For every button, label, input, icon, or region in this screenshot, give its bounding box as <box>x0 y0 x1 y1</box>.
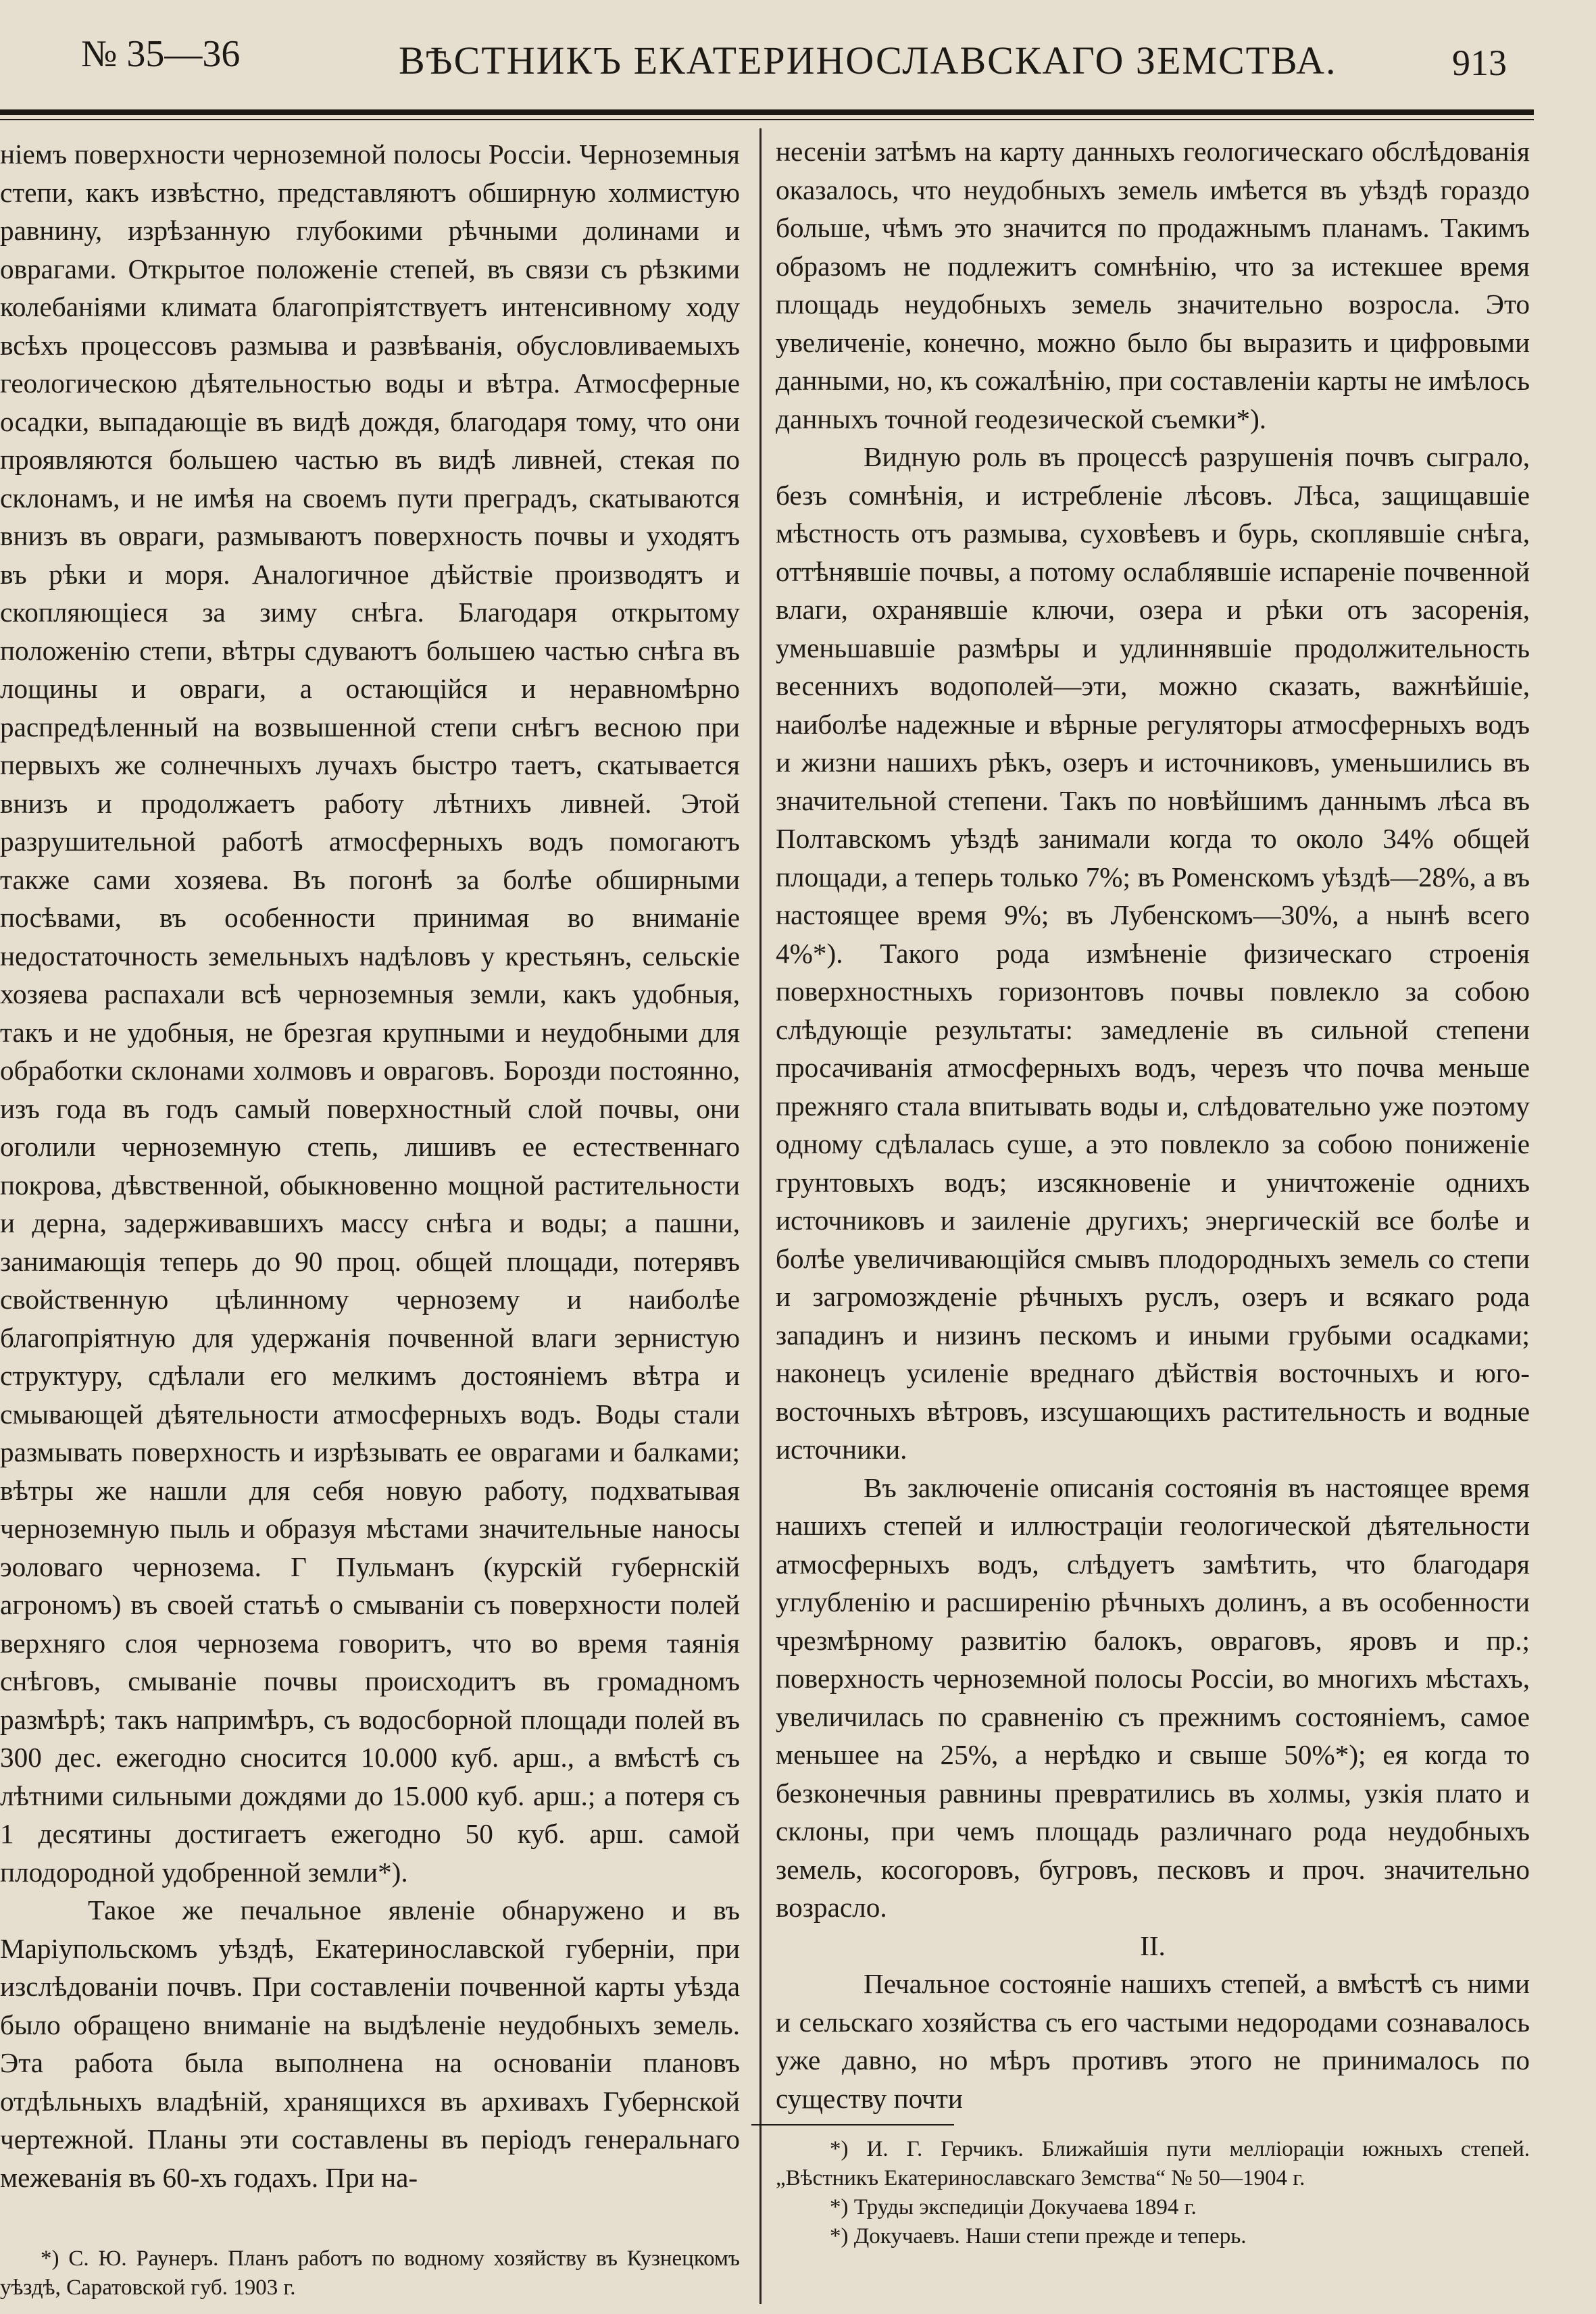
paragraph: несеніи затѣмъ на карту данныхъ геологическаго обслѣдованія оказалось, что неудобныхъ земель имѣется въ уѣздѣ гораздо больше, чѣмъ это значится по продажнымъ планамъ. Такимъ образомъ не подлежитъ сомнѣнію, что за истекшее время площадь неудобныхъ земель значительно возросла. Это увеличеніе, конечно, можно было бы выразить и цифровыми данными, но, къ сожалѣнію, при составленіи карты не имѣлось данныхъ точной геодезической съемки*). <box>776 136 1530 434</box>
header-rule <box>0 109 1534 115</box>
left-footnote <box>0 2244 740 2303</box>
section-heading: II. <box>1140 1930 1166 1961</box>
paragraph: Видную роль въ процессѣ разрушенія почвъ сыграло, безъ сомнѣнія, и истребленіе лѣсовъ. Лѣса, защищавшіе мѣстность отъ размыва, суховѣевъ и бурь, скоплявшіе снѣга, оттѣнявшіе почвы, а потому ослаблявшіе испареніе почвенной влаги, охранявшіе ключи, озера и рѣки отъ засоренія, уменьшавшіе размѣры и удлиннявшіе продолжительность весеннихъ водополей—эти, можно сказать, важнѣйшіе, наиболѣе надежные и вѣрные регуляторы атмосферныхъ водъ и жизни нашихъ рѣкъ, озеръ и источниковъ, уменьшились въ значительной степени. Такъ по новѣйшимъ даннымъ лѣса въ Полтавскомъ уѣздѣ занимали когда то около 34% общей площади, а теперь только 7%; въ Роменскомъ уѣздѣ—28%, а въ настоящее время 9%; въ Лубенскомъ—30%, а нынѣ всего 4%*). Такого рода измѣненіе физическаго строенія поверхностныхъ горизонтовъ почвы повлекло за собою слѣдующіе результаты: замедленіе въ сильной степени просачиванія атмосферныхъ водъ, черезъ что почва меньше прежняго стала впитывать воды и, слѣдовательно уже поэтому одному сдѣлалась суше, а это повлекло за собою пониженіе грунтовыхъ водъ; изсякновеніе и уничтоженіе однихъ источниковъ и заиленіе другихъ; энергическій все болѣе и болѣе увеличивающійся смывъ плодородныхъ земель со степи и загромозжденіе рѣчныхъ руслъ, озеръ и всякаго рода западинъ и низинъ пескомъ и иными грубыми осадками; наконецъ усиленіе вреднаго дѣйствія восточныхъ и юго-восточныхъ вѣтровъ, изсушающихъ растительность и водные источники. <box>776 441 1530 1465</box>
page-header <box>41 32 1554 93</box>
paragraph: Печальное состояніе нашихъ степей, а вмѣстѣ съ ними и сельскаго хозяйства съ его частыми недородами сознавалось уже давно, но мѣръ противъ этого не принималось по существу почти <box>776 1968 1530 2114</box>
journal-title: ВѢСТНИКЪ ЕКАТЕРИНОСЛАВСКАГО ЗЕМСТВА. <box>399 39 1337 82</box>
footnote: *) Докучаевъ. Наши степи прежде и теперь. <box>830 2224 1247 2248</box>
issue-number: № 35—36 <box>81 33 241 75</box>
page-number: 913 <box>1452 43 1507 83</box>
footnote-rule <box>751 2124 954 2126</box>
footnote: *) С. Ю. Раунеръ. Планъ работъ по водному хозяйству въ Кузнецкомъ уѣздѣ, Саратовской губ. 1903 г. <box>0 2246 740 2300</box>
footnote: *) И. Г. Герчикъ. Ближайшія пути мелліораціи южныхъ степей. „Вѣстникъ Екатеринославскаго Земства“ № 50—1904 г. <box>776 2137 1530 2190</box>
paragraph: Такое же печальное явленіе обнаружено и въ Маріупольскомъ уѣздѣ, Екатеринославской губерніи, при изслѣдованіи почвъ. При составленіи почвенной карты уѣзда было обращено вниманіе на выдѣленіе неудобныхъ земель. Эта работа была выполнена на основаніи плановъ отдѣльныхъ владѣній, хранящихся въ архивахъ Губернской чертежной. Планы эти составлены въ періодъ генеральнаго межеванія въ 60-хъ годахъ. При на- <box>0 1894 740 2193</box>
right-column <box>776 132 1530 2117</box>
footnote: *) Труды экспедиціи Докучаева 1894 г. <box>830 2195 1197 2219</box>
header-rule-thin <box>0 119 1534 120</box>
paragraph: Въ заключеніе описанія состоянія въ настоящее время нашихъ степей и иллюстраціи геологической дѣятельности атмосферныхъ водъ, слѣдуетъ замѣтить, что благодаря углубленію и расширенію рѣчныхъ долинъ, а въ особенности чрезмѣрному развитію балокъ, овраговъ, яровъ и пр.; поверхность черноземной полосы Россіи, во многихъ мѣстахъ, увеличилась по сравненію съ прежнимъ состояніемъ, самое меньшее на 25%, а нерѣдко и свыше 50%*); ея когда то безконечныя равнины превратились въ холмы, узкія плато и склоны, при чемъ площадь различнаго рода неудобныхъ земель, косогоровъ, бугровъ, песковъ и проч. значительно возрасло. <box>776 1472 1530 1923</box>
column-divider <box>759 128 762 2304</box>
left-column <box>0 135 740 2196</box>
paragraph: ніемъ поверхности черноземной полосы Россіи. Черноземныя степи, какъ извѣстно, представляютъ обширную холмистую равнину, изрѣзанную глубокими рѣчными долинами и оврагами. Открытое положеніе степей, въ связи съ рѣзкими колебаніями климата благопріятствуетъ интенсивному ходу всѣхъ процессовъ размыва и развѣванія, обусловливаемыхъ геологическою дѣятельностью воды и вѣтра. Атмосферные осадки, выпадающіе въ видѣ дождя, благодаря тому, что они проявляются большею частью въ видѣ ливней, стекая по склонамъ, и не имѣя на своемъ пути преградъ, скатываются внизъ въ овраги, размываютъ поверхность почвы и уходятъ въ рѣки и моря. Аналогичное дѣйствіе производятъ и скопляющіеся за зиму снѣга. Благодаря открытому положенію степи, вѣтры сдуваютъ большею частью снѣга въ лощины и овраги, а остающійся и неравномѣрно распредѣленный на возвышенной степи снѣгъ весною при первыхъ же солнечныхъ лучахъ быстро таетъ, скатывается внизъ и продолжаетъ работу лѣтнихъ ливней. Этой разрушительной работѣ атмосферныхъ водъ помогаютъ также сами хозяева. Въ погонѣ за болѣе обширными посѣвами, въ особенности принимая во вниманіе недостаточность земельныхъ надѣловъ у крестьянъ, сельскіе хозяева распахали всѣ черноземныя земли, какъ удобныя, такъ и не удобныя, не брезгая крупными и неудобными для обработки склонами холмовъ и овраговъ. Борозди постоянно, изъ года въ годъ самый поверхностный слой почвы, они оголили черноземную степь, лишивъ ее естественнаго покрова, дѣвственной, обыкновенно мощной растительности и дерна, задерживавшихъ массу снѣга и воды; а пашни, занимающія теперь до 90 проц. общей площади, потерявъ свойственную цѣлинному чернозему и наиболѣе благопріятную для удержанія почвенной влаги зернистую структуру, сдѣлали его мелкимъ достояніемъ вѣтра и смывающей дѣятельности атмосферныхъ водъ. Воды стали размывать поверхность и изрѣзывать ее оврагами и балками; вѣтры же нашли для себя новую работу, подхватывая черноземную пыль и образуя мѣстами значительные наносы эоловаго чернозема. Г Пульманъ (курскій губернскій агрономъ) въ своей статьѣ о смываніи съ поверхности полей верхняго слоя чернозема говоритъ, что во время таянія снѣговъ, смываніе почвы происходитъ въ громадномъ размѣрѣ; такъ напримѣръ, съ водосборной площади полей въ 300 дес. ежегодно сносится 10.000 куб. арш., а вмѣстѣ съ лѣтними сильными дождями до 15.000 куб. арш.; а потеря съ 1 десятины достигаетъ ежегодно 50 куб. арш. самой плодородной удобренной земли*). <box>0 139 740 1888</box>
right-footnotes <box>776 2135 1530 2251</box>
